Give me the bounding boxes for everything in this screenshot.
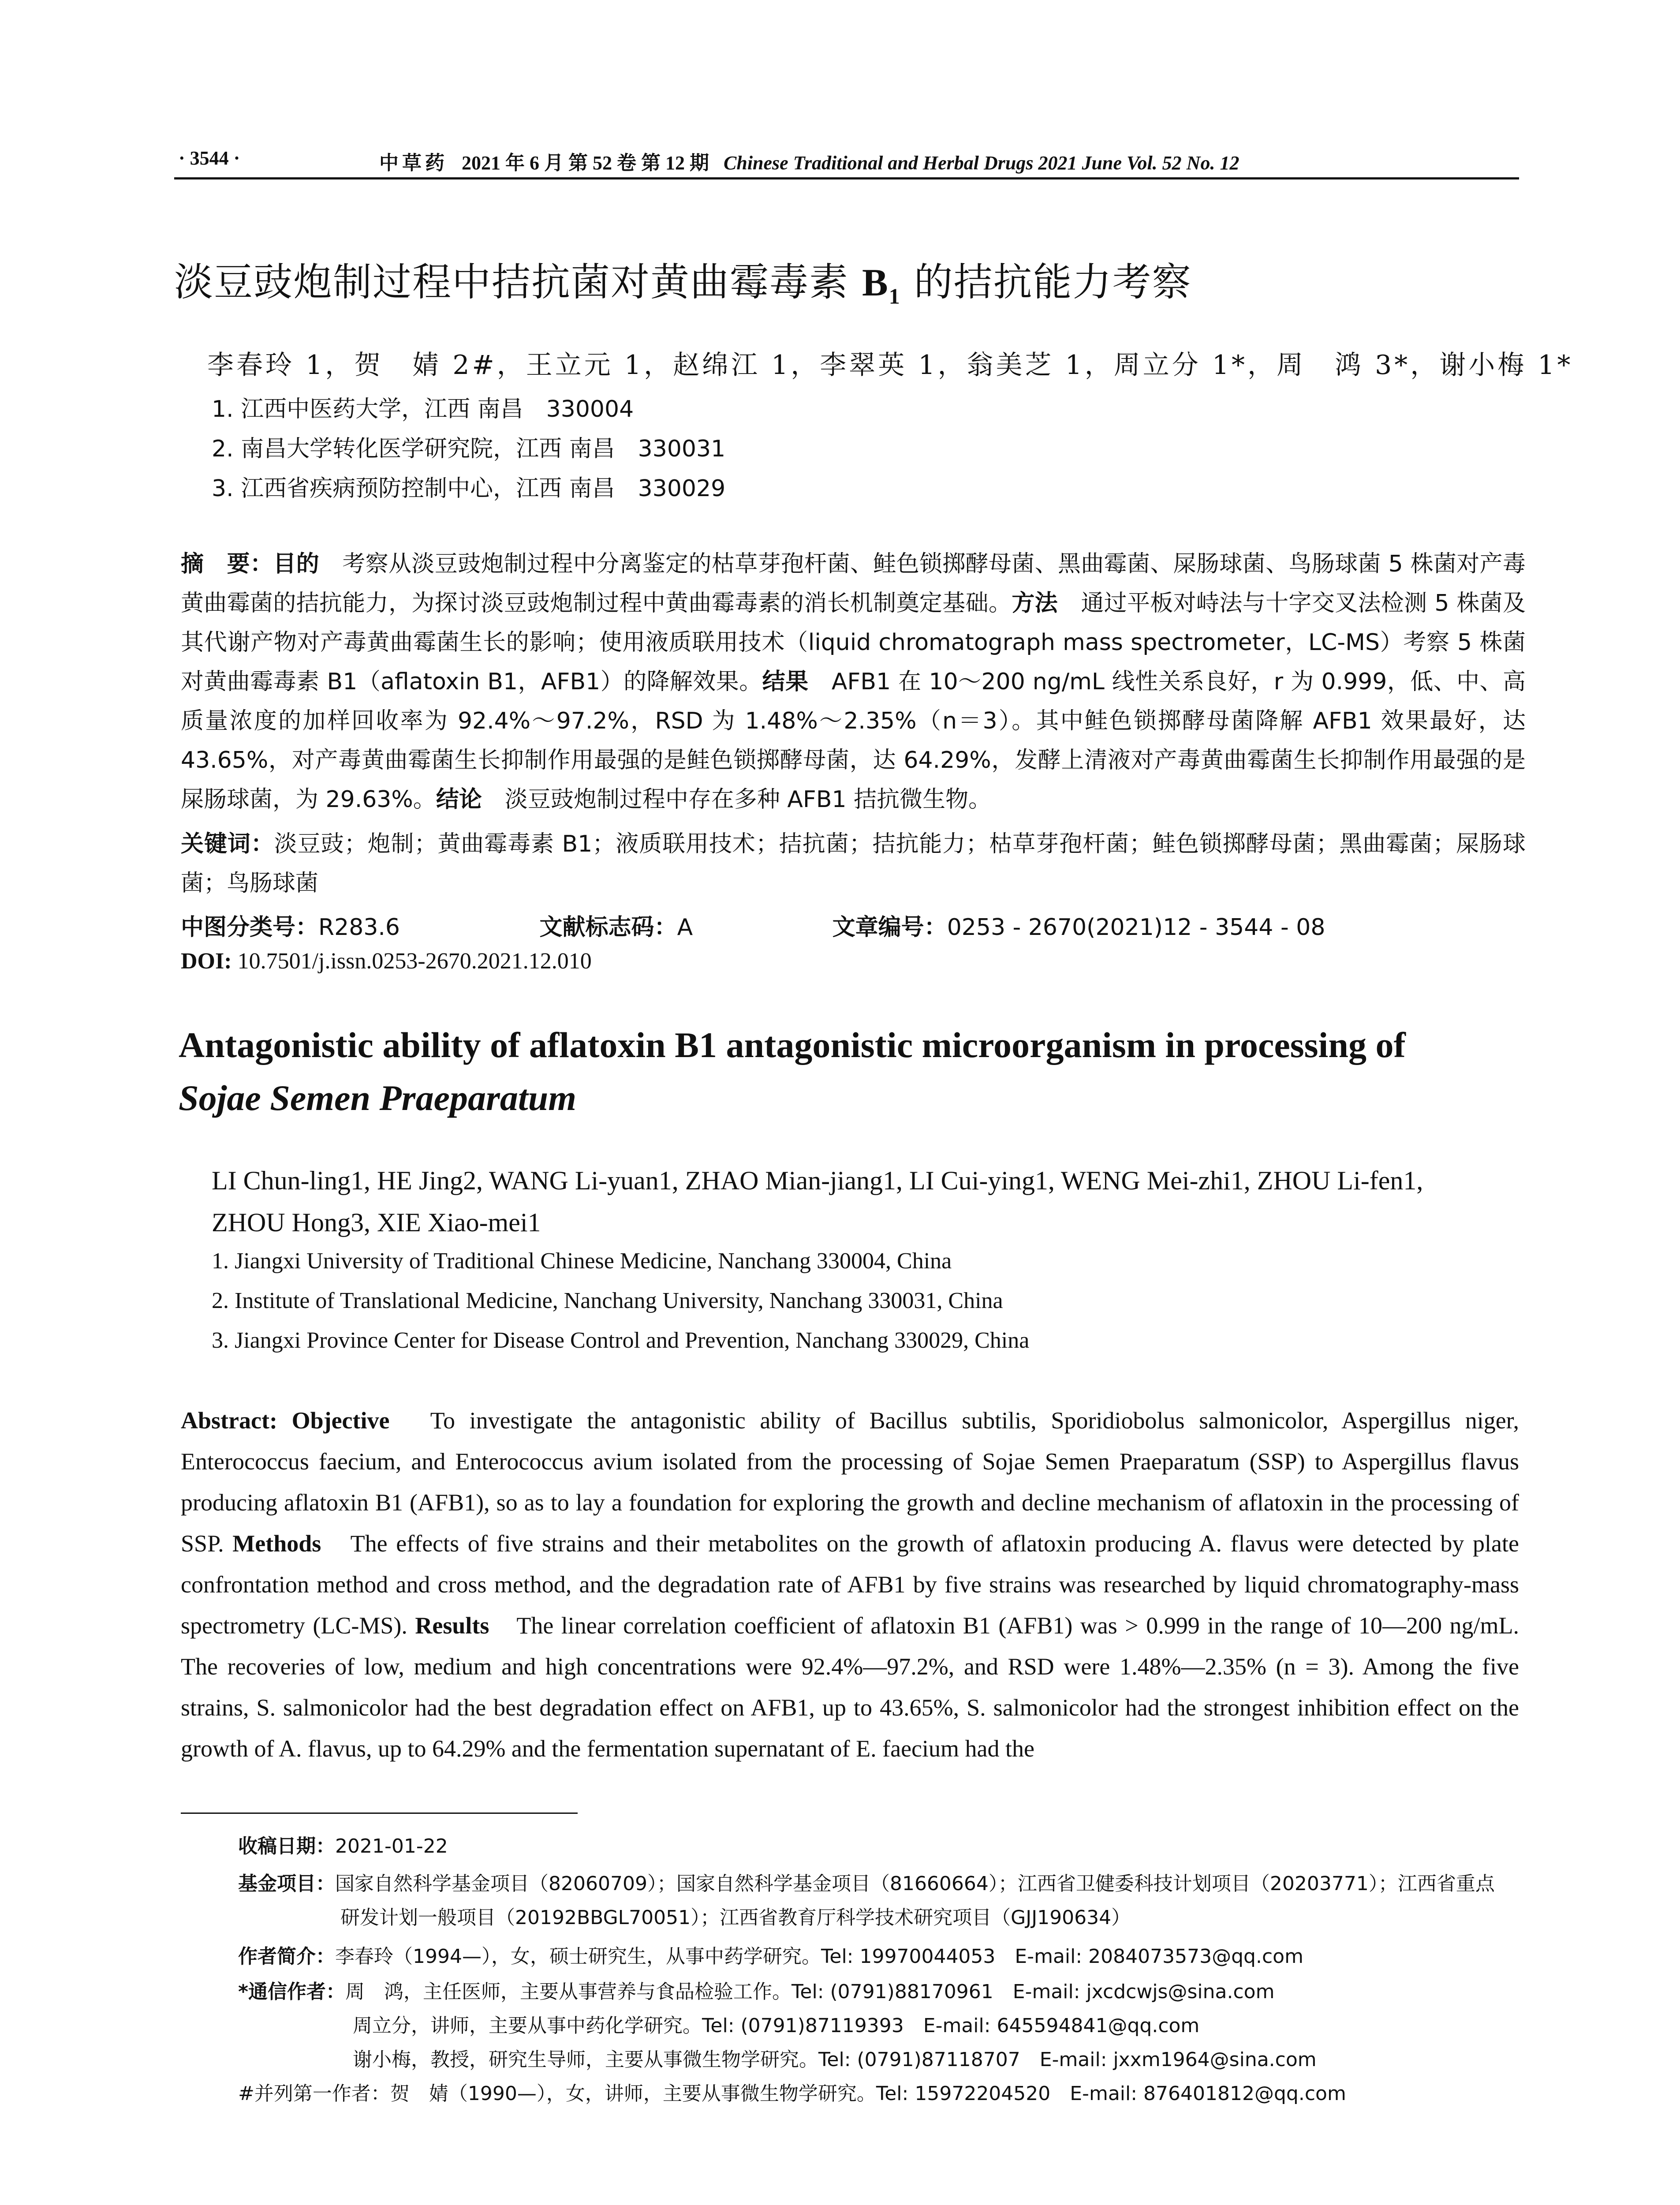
page-number: · 3544 · <box>179 147 240 169</box>
cn-objective: 考察从淡豆豉炮制过程中分离鉴定的枯草芽孢杆菌、鲑色锁掷酵母菌、黑曲霉菌、屎肠球菌、鸟肠球菌 5 株菌对产毒黄曲霉菌的拮抗能力，为探讨淡豆豉炮制过程中黄曲霉毒素的消长机制奠定基础。 <box>181 551 1526 617</box>
header-rule <box>174 177 1519 179</box>
cn-title-b: B <box>862 262 889 304</box>
cn-affiliation-1: 1. 江西中医药大学，江西 南昌 330004 <box>212 396 634 422</box>
article-no-label: 文章编号： <box>832 914 947 941</box>
clc-label: 中图分类号： <box>181 914 319 941</box>
fn-received-value: 2021-01-22 <box>335 1835 448 1857</box>
fn-fund-line1: 国家自然科学基金项目（82060709）；国家自然科学基金项目（81660664）；江西省卫健委科技计划项目（20203771）；江西省重点 <box>335 1872 1495 1895</box>
en-affiliation-2: 2. Institute of Translational Medicine, Nanchang University, Nanchang 330031, China <box>212 1288 1003 1313</box>
en-abstract <box>181 1400 1519 1769</box>
footnote-rule <box>181 1813 578 1814</box>
cn-keywords-label: 关键词： <box>181 831 274 857</box>
fn-cofirst: #并列第一作者：贺 婧（1990—），女，讲师，主要从事微生物学研究。Tel: 15972204520 E-mail: 876401812@qq.com <box>238 2082 1346 2105</box>
article-no-value: 0253 - 2670(2021)12 - 3544 - 08 <box>947 914 1325 941</box>
cn-abstract-label: 摘 要： <box>181 551 273 577</box>
journal-en: Chinese Traditional and Herbal Drugs 2021 June Vol. 52 No. 12 <box>724 152 1239 174</box>
en-affiliation-3: 3. Jiangxi Province Center for Disease Control and Prevention, Nanchang 330029, China <box>212 1328 1030 1353</box>
en-authors-line2: ZHOU Hong3, XIE Xiao-mei1 <box>212 1208 541 1237</box>
doi-label: DOI: <box>181 949 232 974</box>
cn-results: AFB1 在 10～200 ng/mL 线性关系良好，r 为 0.999，低、中、高质量浓度的加样回收率为 92.4%～97.2%，RSD 为 1.48%～2.35%（n＝3）。其中鲑色锁掷酵母菌降解 AFB1 效果最好，达 43.65%，对产毒黄曲霉菌生长抑制作用最强的是鲑色锁掷酵母菌，达 64.29%，发酵上清液对产毒黄曲霉菌生长抑制作用最强的是屎肠球菌，为 29.63%。 <box>181 669 1526 813</box>
running-header <box>174 143 1519 179</box>
en-results: The linear correlation coefficient of aflatoxin B1 (AFB1) was > 0.999 in the range of 10—200 ng/mL. The recoveries of low, medium and high concentrations were 92.4%—97.2%, and RSD were 1.48%—2.35% (n = 3). Among the five strains, S. salmonicolor had the best degradation effect on AFB1, up to 43.65%, S. salmonicolor had the strongest inhibition effect on the growth of A. flavus, up to 64.29% and the fermentation supernatant of E. faecium had the <box>181 1612 1519 1762</box>
en-abstract-label: Abstract: Objective <box>181 1407 390 1434</box>
journal-line <box>379 147 1239 175</box>
cn-title <box>174 251 1519 309</box>
clc-value: R283.6 <box>318 914 400 941</box>
cn-affiliation-2: 2. 南昌大学转化医学研究院，江西 南昌 330031 <box>212 436 726 462</box>
journal-logo: 中草药 <box>379 152 448 174</box>
fn-corr1: 周 鸿，主任医师，主要从事营养与食品检验工作。Tel: (0791)88170961 E-mail: jxcdcwjs@sina.com <box>345 1981 1275 2003</box>
en-authors-line1: LI Chun-ling1, HE Jing2, WANG Li-yuan1, ZHAO Mian-jiang1, LI Cui-ying1, WENG Mei-zhi1, ZHOU Li-fen1, <box>212 1166 1423 1195</box>
fn-fund-label: 基金项目： <box>238 1872 335 1895</box>
fn-corr2: 周立分，讲师，主要从事中药化学研究。Tel: (0791)87119393 E-mail: 645594841@qq.com <box>353 2014 1200 2037</box>
cn-keywords-text: 淡豆豉；炮制；黄曲霉毒素 B1；液质联用技术；拮抗菌；拮抗能力；枯草芽孢杆菌；鲑色锁掷酵母菌；黑曲霉菌；屎肠球菌；鸟肠球菌 <box>181 831 1526 897</box>
fn-received-label: 收稿日期： <box>238 1835 335 1857</box>
doc-code-label: 文献标志码： <box>539 914 677 941</box>
fn-fund-line2: 研发计划一般项目（20192BBGL70051）；江西省教育厅科学技术研究项目（GJJ190634） <box>340 1906 1131 1929</box>
en-affiliation-1: 1. Jiangxi University of Traditional Chinese Medicine, Nanchang 330004, China <box>212 1248 952 1274</box>
en-objective: To investigate the antagonistic ability of Bacillus subtilis, Sporidiobolus salmonicolor, Aspergillus niger, Enterococcus faecium, and Enterococcus avium isolated from the processing of Sojae Semen Praeparatum (SSP) to Aspergillus flavus producing aflatoxin B1 (AFB1), so as to lay a foundation for exploring the growth and decline mechanism of aflatoxin in the processing of SSP. <box>181 1407 1519 1557</box>
cn-authors: 李春玲 1，贺 婧 2#，王立元 1，赵绵江 1，李翠英 1，翁美芝 1，周立分 1*，周 鸿 3*，谢小梅 1* <box>207 350 1573 381</box>
en-title <box>179 1019 1523 1125</box>
cn-conclusion-label: 结论 <box>436 786 482 813</box>
doi <box>181 948 592 974</box>
cn-affiliation-3: 3. 江西省疾病预防控制中心，江西 南昌 330029 <box>212 475 726 502</box>
fn-corr <box>238 1976 1274 2004</box>
doc-code <box>540 914 759 941</box>
fn-received <box>238 1830 448 1858</box>
en-title-line1: Antagonistic ability of aflatoxin B1 antagonistic microorganism in processing of <box>179 1025 1406 1065</box>
cn-meta <box>181 908 1457 942</box>
fn-corr3: 谢小梅，教授，研究生导师，主要从事微生物学研究。Tel: (0791)87118707 E-mail: jxxm1964@sina.com <box>353 2048 1317 2071</box>
en-title-line2: Sojae Semen Praeparatum <box>179 1078 577 1118</box>
cn-title-suffix: 的拮抗能力考察 <box>900 259 1192 305</box>
fn-author <box>238 1940 1303 1969</box>
en-methods: The effects of five strains and their metabolites on the growth of aflatoxin producing A. flavus were detected by plate confrontation method and cross method, and the degradation rate of AFB1 by five strains was researched by liquid chromatography-mass spectrometry (LC-MS). <box>181 1530 1519 1639</box>
cn-results-label: 结果 <box>762 669 809 695</box>
cn-methods: 通过平板对峙法与十字交叉法检测 5 株菌及其代谢产物对产毒黄曲霉菌生长的影响；使用液质联用技术（liquid chromatograph mass spectrometer，LC-MS）考察 5 株菌对黄曲霉毒素 B1（aflatoxin B1，AFB1）的降解效果。 <box>181 590 1526 695</box>
journal-cn-issue: 2021 年 6 月 第 52 卷 第 12 期 <box>462 152 709 174</box>
cn-abstract <box>181 545 1526 819</box>
fn-corr-label: *通信作者： <box>238 1981 346 2003</box>
en-authors <box>212 1160 1517 1244</box>
cn-objective-label: 目的 <box>273 551 320 577</box>
doc-code-value: A <box>677 914 693 941</box>
fn-author-label: 作者简介： <box>238 1945 335 1968</box>
clc <box>181 914 466 941</box>
en-results-label: Results <box>415 1612 489 1639</box>
fn-fund <box>238 1868 1495 1896</box>
article-no <box>833 914 1392 941</box>
cn-title-prefix: 淡豆豉炮制过程中拮抗菌对黄曲霉毒素 <box>174 259 862 305</box>
cn-methods-label: 方法 <box>1012 590 1058 617</box>
cn-conclusion: 淡豆豉炮制过程中存在多种 AFB1 拮抗微生物。 <box>482 786 992 813</box>
cn-keywords <box>181 825 1526 903</box>
cn-title-sub: 1 <box>889 284 901 309</box>
fn-author-value: 李春玲（1994—），女，硕士研究生，从事中药学研究。Tel: 19970044053 E-mail: 2084073573@qq.com <box>335 1945 1303 1968</box>
en-methods-label: Methods <box>232 1530 321 1557</box>
doi-value[interactable]: 10.7501/j.issn.0253-2670.2021.12.010 <box>231 949 592 974</box>
